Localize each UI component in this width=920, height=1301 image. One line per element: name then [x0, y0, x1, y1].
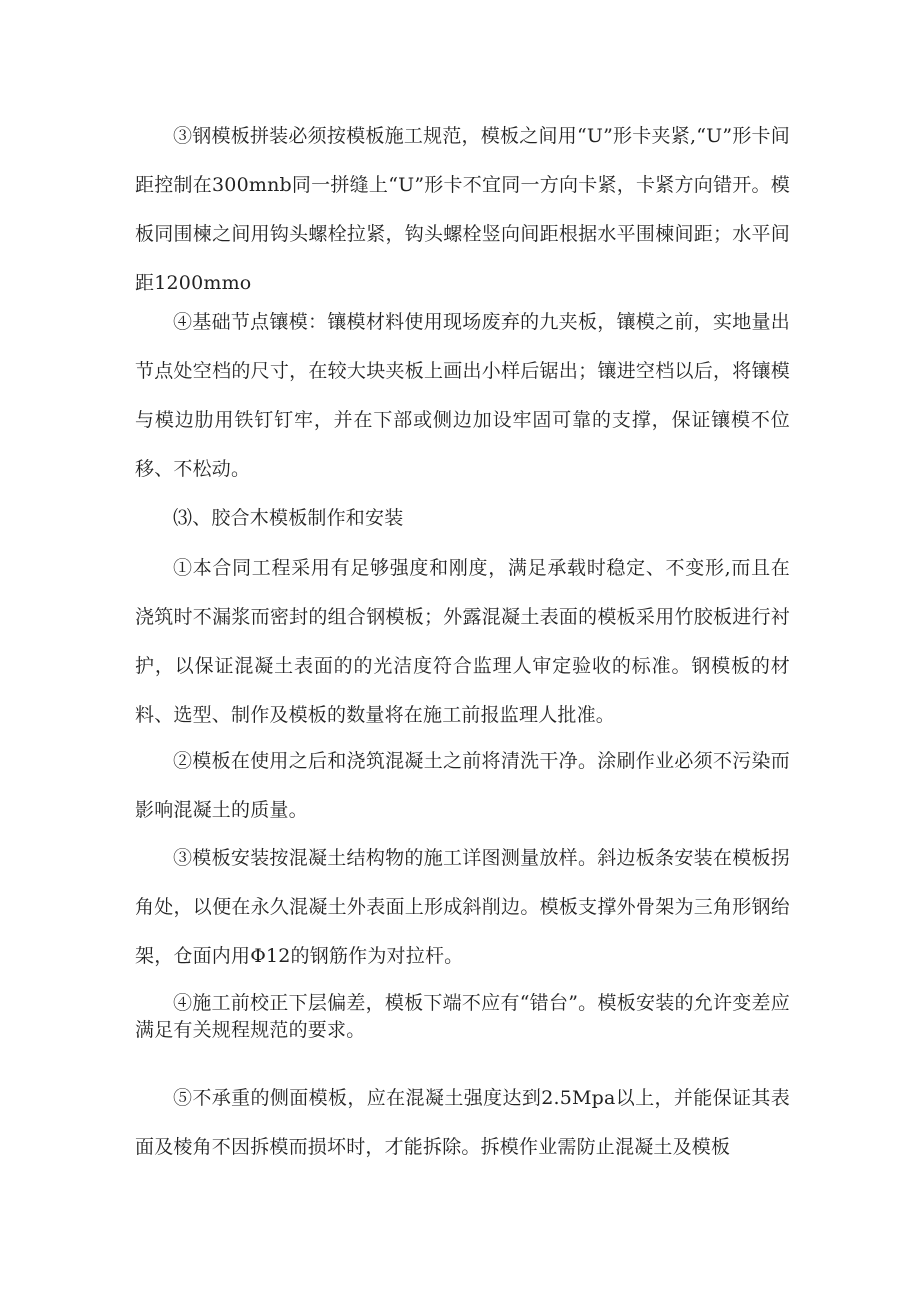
paragraph-steel-formwork-assembly: ③钢模板拼装必须按模板施工规范，模板之间用“U”形卡夹紧,“U”形卡间距控制在300mnb同一拼缝上“U”形卡不宜同一方向卡紧，卡紧方向错开。模板同围楝之间用钩头螺栓拉紧，钩头螺栓竖向间距根据水平围楝间距；水平间距1200mmo	[135, 125, 790, 294]
paragraph-formwork-installation: ③模板安装按混凝土结构物的施工详图测量放样。斜边板条安装在模板拐角处，以便在永久混凝土外表面上形成斜削边。模板支撑外骨架为三角形钢绐架，仓面内用Φ12的钢筋作为对拉杆。	[135, 847, 790, 967]
section-heading-plywood-formwork: ⑶、胶合木模板制作和安装	[173, 507, 404, 529]
paragraph-combined-steel-formwork: ①本合同工程采用有足够强度和刚度，满足承载时稳定、不变形,而且在浇筑时不漏浆而密封的组合钢模板；外露混凝土表面的模板采用竹胶板进行衬护，以保证混凝土表面的的光洁度符合监理人审定验收的标准。钢模板的材料、选型、制作及模板的数量将在施工前报监理人批准。	[135, 557, 790, 726]
paragraph-side-formwork-removal: ⑤不承重的侧面模板，应在混凝土强度达到2.5Mpa以上，并能保证其表面及棱角不因拆模而损坏时，才能拆除。拆模作业需防止混凝土及模板	[135, 1087, 790, 1158]
paragraph-lower-layer-correction: ④施工前校正下层偏差，模板下端不应有“错台”。模板安装的允许变差应满足有关规程规范的要求。	[135, 992, 790, 1041]
paragraph-formwork-cleaning: ②模板在使用之后和浇筑混凝土之前将清洗干净。涂刷作业必须不污染而影响混凝土的质量。	[135, 750, 790, 821]
paragraph-foundation-node-inlay: ④基础节点镶模：镶模材料使用现场废弃的九夹板，镶模之前，实地量出节点处空档的尺寸，在较大块夹板上画出小样后锯出；镶进空档以后，将镶模与模边肋用铁钉钉牢，并在下部或侧边加设牢固可靠的支撑，保证镶模不位移、不松动。	[135, 311, 790, 480]
